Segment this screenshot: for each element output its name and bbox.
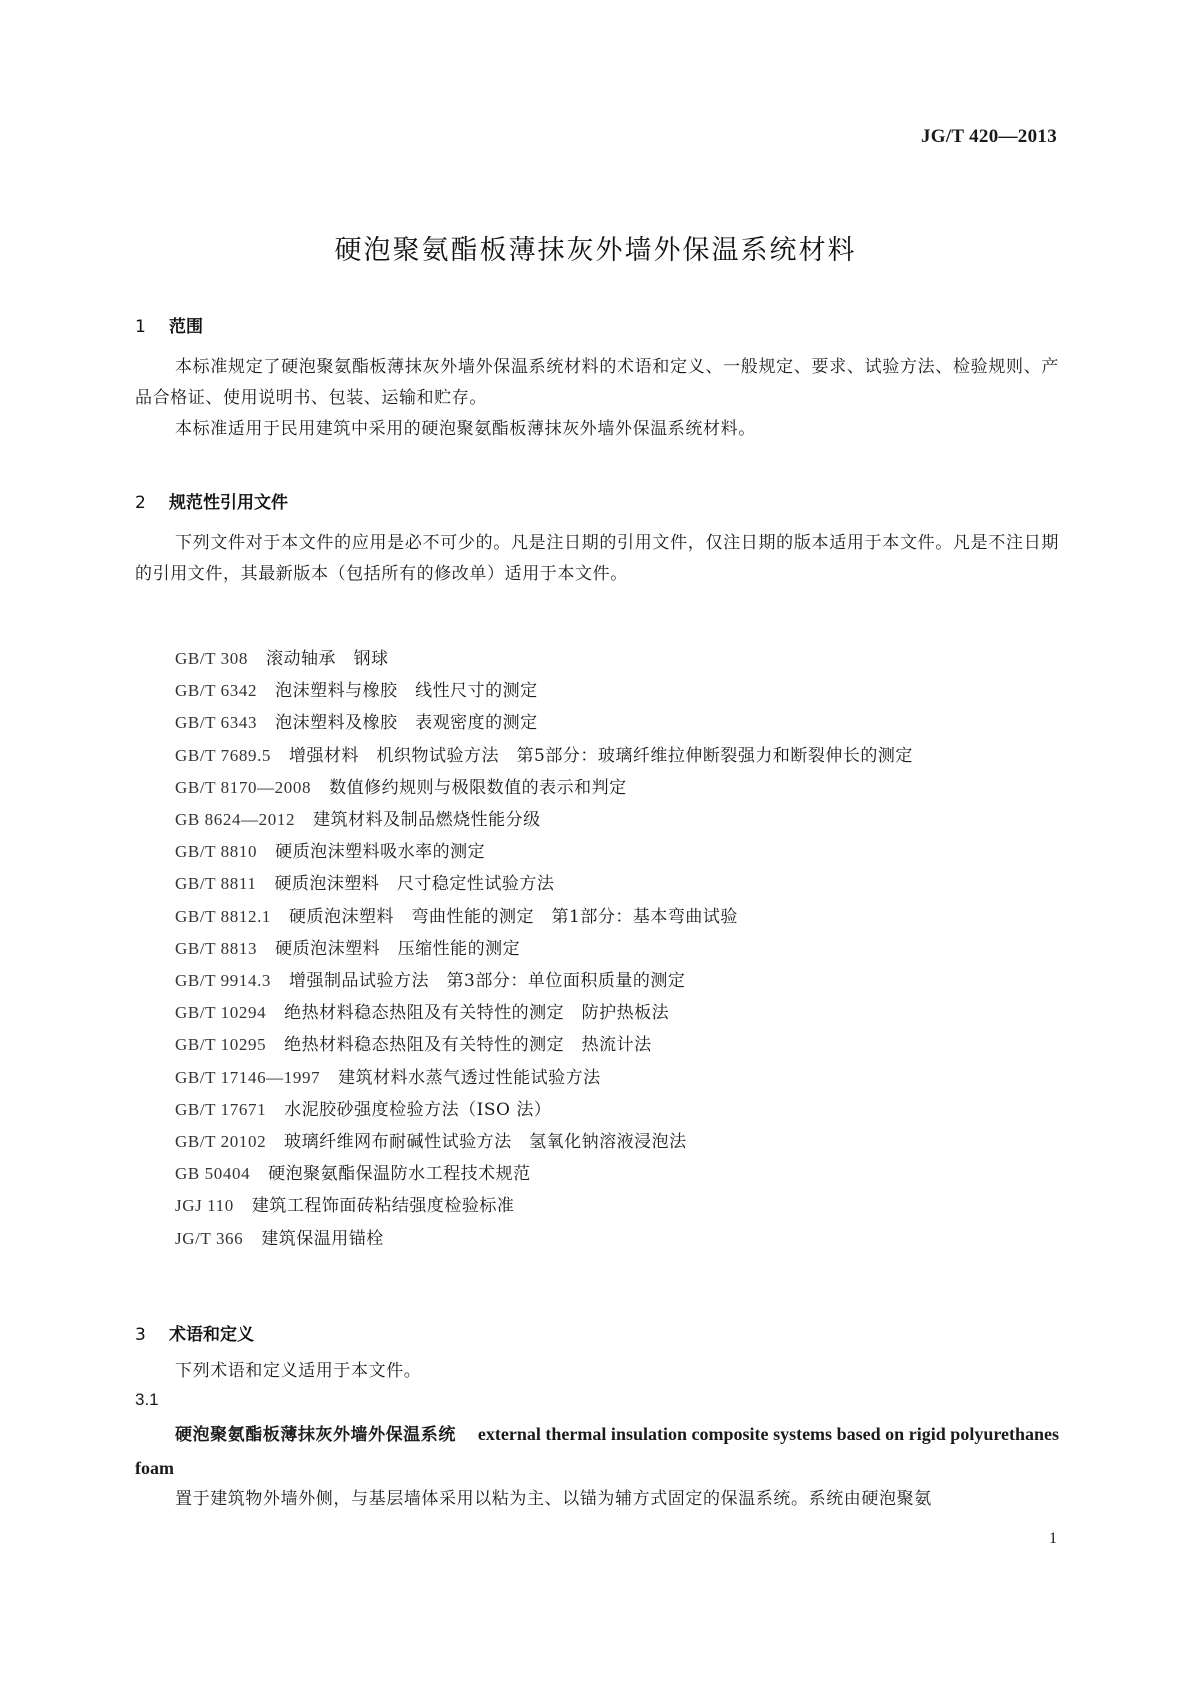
section-3-intro: 下列术语和定义适用于本文件。 (175, 1361, 422, 1381)
reference-item (175, 1029, 1059, 1061)
reference-title: 增强材料 机织物试验方法 第5部分：玻璃纤维拉伸断裂强力和断裂伸长的测定 (289, 745, 913, 766)
section-number: 3 (135, 1325, 146, 1345)
reference-item (175, 707, 1059, 739)
reference-title: 水泥胶砂强度检验方法（ISO 法） (284, 1099, 552, 1120)
section-3-heading (135, 1320, 254, 1345)
normative-references-list (175, 643, 1059, 1255)
term-chinese: 硬泡聚氨酯板薄抹灰外墙外保温系统 (175, 1425, 456, 1445)
section-1-paragraph-2: 本标准适用于民用建筑中采用的硬泡聚氨酯板薄抹灰外墙外保温系统材料。 (175, 419, 756, 439)
reference-item (175, 1094, 1059, 1126)
section-1-paragraph-1: 本标准规定了硬泡聚氨酯板薄抹灰外墙外保温系统材料的术语和定义、一般规定、要求、试验方法、检验规则、产品合格证、使用说明书、包装、运输和贮存。 (135, 357, 1059, 408)
section-title: 范围 (169, 317, 203, 337)
standard-code: JG/T 420—2013 (920, 126, 1057, 147)
reference-item (175, 965, 1059, 997)
reference-code: GB/T 8811 (175, 874, 257, 894)
reference-code: GB/T 6342 (175, 681, 258, 701)
section-1-heading (135, 312, 203, 337)
reference-item (175, 1223, 1059, 1255)
reference-item (175, 997, 1059, 1029)
reference-title: 硬质泡沫塑料 弯曲性能的测定 第1部分：基本弯曲试验 (289, 906, 738, 927)
reference-item (175, 643, 1059, 675)
reference-code: GB 8624—2012 (175, 810, 296, 830)
reference-item (175, 804, 1059, 836)
reference-item (135, 740, 1059, 772)
reference-item (175, 675, 1059, 707)
reference-code: GB/T 20102 (175, 1132, 267, 1152)
reference-title: 玻璃纤维网布耐碱性试验方法 氢氧化钠溶液浸泡法 (284, 1132, 687, 1153)
page-number: 1 (1049, 1530, 1057, 1547)
reference-code: GB/T 8813 (175, 938, 258, 958)
reference-title: 硬质泡沫塑料吸水率的测定 (275, 842, 486, 863)
reference-title: 绝热材料稳态热阻及有关特性的测定 防护热板法 (284, 1003, 670, 1024)
reference-code: GB/T 6343 (175, 713, 258, 733)
reference-title: 建筑材料水蒸气透过性能试验方法 (338, 1067, 601, 1088)
reference-code: GB/T 9914.3 (175, 971, 272, 991)
reference-item (175, 1126, 1059, 1158)
section-title: 术语和定义 (169, 1325, 254, 1345)
reference-title: 滚动轴承 钢球 (265, 649, 389, 669)
reference-title: 硬泡聚氨酯保温防水工程技术规范 (268, 1164, 531, 1185)
reference-item (175, 1158, 1059, 1190)
reference-code: GB/T 17671 (175, 1099, 267, 1119)
reference-code: GB 50404 (175, 1164, 251, 1184)
section-number: 1 (135, 317, 146, 337)
section-2-intro: 下列文件对于本文件的应用是必不可少的。凡是注日期的引用文件，仅注日期的版本适用于本文件。凡是不注日期的引用文件，其最新版本（包括所有的修改单）适用于本文件。 (135, 533, 1059, 584)
reference-code: GB/T 10294 (175, 1003, 267, 1023)
reference-title: 建筑保温用锚栓 (261, 1228, 384, 1249)
reference-title: 绝热材料稳态热阻及有关特性的测定 热流计法 (284, 1035, 652, 1056)
reference-code: GB/T 7689.5 (175, 745, 272, 765)
section-number: 2 (135, 493, 146, 513)
reference-item (175, 868, 1059, 900)
reference-code: JG/T 366 (175, 1228, 244, 1248)
term-number: 3.1 (135, 1390, 159, 1409)
document-title: 硬泡聚氨酯板薄抹灰外墙外保温系统材料 (334, 235, 857, 266)
reference-item (175, 772, 1059, 804)
reference-code: JGJ 110 (175, 1196, 234, 1216)
term-definition-body: 置于建筑物外墙外侧，与基层墙体采用以粘为主、以锚为辅方式固定的保温系统。系统由硬泡聚氨 (175, 1489, 932, 1509)
reference-item (175, 933, 1059, 965)
term-definition-heading (135, 1418, 1059, 1486)
reference-title: 泡沫塑料与橡胶 线性尺寸的测定 (275, 681, 538, 702)
reference-title: 建筑材料及制品燃烧性能分级 (313, 810, 541, 831)
reference-code: GB/T 8812.1 (175, 906, 272, 926)
term-english: external thermal insulation composite systems based on rigid polyurethanes foam (135, 1424, 1059, 1478)
reference-item (175, 836, 1059, 868)
reference-item (175, 1190, 1059, 1222)
section-title: 规范性引用文件 (169, 493, 288, 513)
reference-title: 建筑工程饰面砖粘结强度检验标准 (251, 1196, 515, 1217)
reference-code: GB/T 10295 (175, 1035, 267, 1055)
reference-title: 硬质泡沫塑料 尺寸稳定性试验方法 (274, 874, 555, 895)
reference-title: 数值修约规则与极限数值的表示和判定 (329, 777, 627, 798)
reference-title: 泡沫塑料及橡胶 表观密度的测定 (275, 713, 538, 734)
reference-code: GB/T 8170—2008 (175, 777, 312, 797)
reference-title: 增强制品试验方法 第3部分：单位面积质量的测定 (289, 971, 686, 992)
reference-item (175, 901, 1059, 933)
reference-code: GB/T 308 (175, 649, 248, 668)
reference-code: GB/T 17146—1997 (175, 1067, 321, 1087)
reference-title: 硬质泡沫塑料 压缩性能的测定 (275, 938, 521, 959)
reference-item (175, 1062, 1059, 1094)
section-2-heading (135, 488, 288, 513)
reference-code: GB/T 8810 (175, 842, 258, 862)
